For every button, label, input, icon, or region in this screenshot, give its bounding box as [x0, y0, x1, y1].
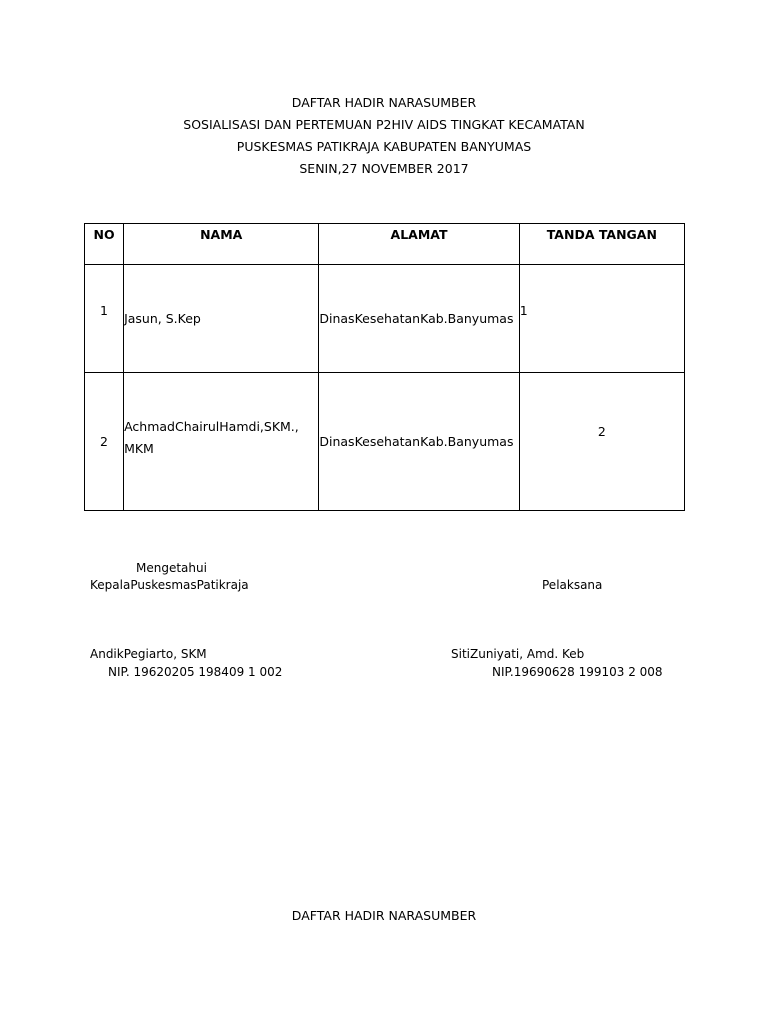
header-event: SOSIALISASI DAN PERTEMUAN P2HIV AIDS TINGKAT KECAMATAN: [183, 117, 585, 132]
cell-alamat: DinasKesehatanKab.Banyumas: [319, 265, 519, 373]
left-signer-nip: NIP. 19620205 198409 1 002: [108, 665, 283, 679]
table-header-row: [85, 224, 685, 265]
right-signature-position: Pelaksana: [542, 578, 603, 592]
left-signature-label: Mengetahui: [136, 561, 207, 575]
cell-tanda-tangan: 2: [519, 373, 684, 511]
column-header-alamat: ALAMAT: [319, 224, 519, 265]
table-row: [85, 265, 685, 373]
left-signer-name: AndikPegiarto, SKM: [90, 647, 207, 661]
header-location: PUSKESMAS PATIKRAJA KABUPATEN BANYUMAS: [236, 139, 532, 154]
right-signer-name: SitiZuniyati, Amd. Keb: [451, 647, 585, 661]
cell-alamat: DinasKesehatanKab.Banyumas: [319, 373, 519, 511]
header-title: DAFTAR HADIR NARASUMBER: [291, 95, 477, 110]
left-signature-position: KepalaPuskesmasPatikraja: [90, 578, 249, 592]
attendance-table: [84, 223, 685, 511]
header-date: SENIN,27 NOVEMBER 2017: [299, 161, 469, 176]
column-header-tanda-tangan: TANDA TANGAN: [519, 224, 684, 265]
cell-nama: Jasun, S.Kep: [124, 265, 319, 373]
document-header: [0, 94, 768, 182]
column-header-nama: NAMA: [124, 224, 319, 265]
column-header-no: NO: [85, 224, 124, 265]
cell-nama: AchmadChairulHamdi,SKM., MKM: [124, 373, 319, 511]
table-row: [85, 373, 685, 511]
cell-tanda-tangan: 1: [519, 265, 684, 373]
footer-title: DAFTAR HADIR NARASUMBER: [291, 908, 477, 923]
cell-no: 1: [85, 265, 124, 373]
right-signer-nip: NIP.19690628 199103 2 008: [492, 665, 663, 679]
cell-no: 2: [85, 373, 124, 511]
